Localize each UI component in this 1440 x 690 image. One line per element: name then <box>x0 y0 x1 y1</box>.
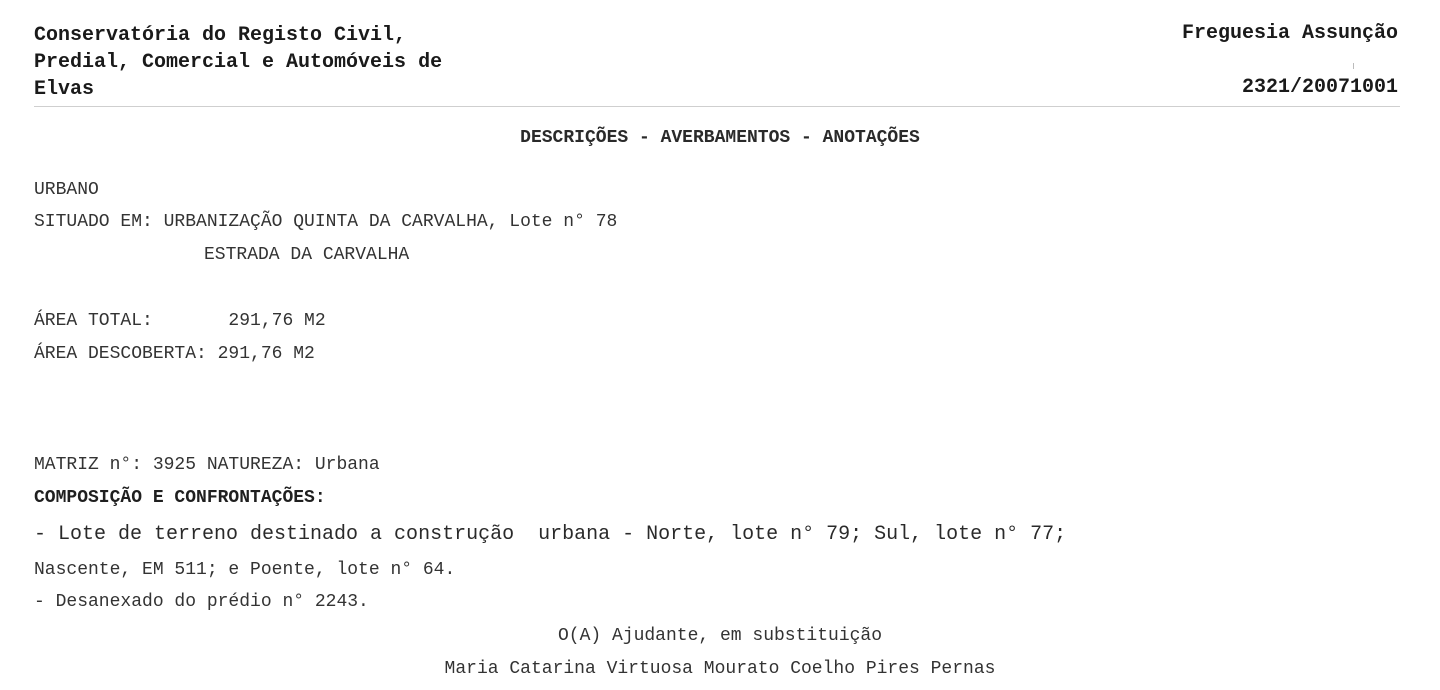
signature-role: O(A) Ajudante, em substituição <box>557 626 883 646</box>
parish-name: Freguesia Assunção <box>1181 22 1398 45</box>
composition-line-1: - Lote de terreno destinado a construção urbana - Norte, lote n° 79; Sul, lote n° 77; <box>34 523 1067 546</box>
location-line-2: ESTRADA DA CARVALHA <box>204 245 410 265</box>
office-name-line-2: Predial, Comercial e Automóveis de <box>34 51 443 74</box>
composition-line-3: - Desanexado do prédio n° 2243. <box>34 592 369 612</box>
registry-office-name <box>34 22 442 103</box>
record-number: 2321/20071001 <box>1241 76 1398 99</box>
composition-line-2: Nascente, EM 511; e Poente, lote n° 64. <box>34 560 456 580</box>
office-name-line-3: Elvas <box>34 78 95 101</box>
area-total: ÁREA TOTAL: 291,76 M2 <box>34 311 326 331</box>
scan-mark <box>1353 63 1354 69</box>
matrix-info: MATRIZ n°: 3925 NATUREZA: Urbana <box>34 455 380 475</box>
section-title: DESCRIÇÕES - AVERBAMENTOS - ANOTAÇÕES <box>520 128 920 148</box>
area-uncovered: ÁREA DESCOBERTA: 291,76 M2 <box>34 344 315 364</box>
location-line-1: SITUADO EM: URBANIZAÇÃO QUINTA DA CARVALHA, Lote n° 78 <box>34 212 618 232</box>
composition-heading: COMPOSIÇÃO E CONFRONTAÇÕES: <box>34 488 326 508</box>
property-type: URBANO <box>34 180 99 200</box>
signature-name: Maria Catarina Virtuosa Mourato Coelho Pires Pernas <box>444 659 996 679</box>
office-name-line-1: Conservatória do Registo Civil, <box>34 24 407 47</box>
header-divider <box>34 106 1400 107</box>
